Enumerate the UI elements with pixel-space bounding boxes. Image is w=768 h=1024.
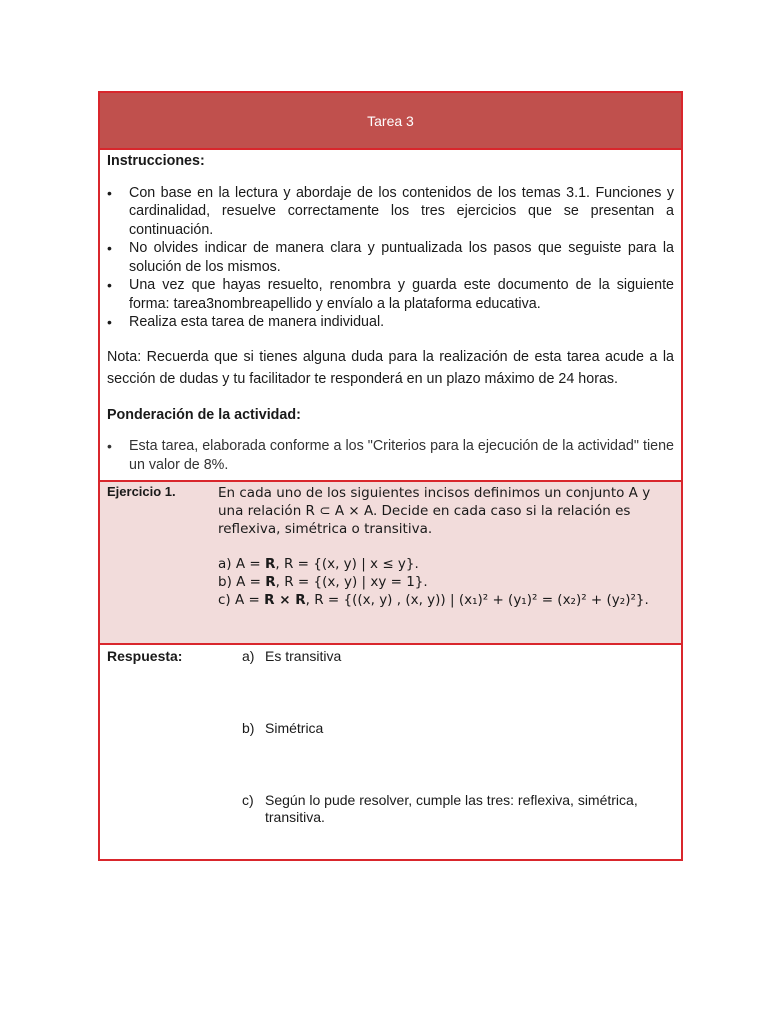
list-item: • No olvides indicar de manera clara y puntualizada los pasos que seguiste para la solución de los mismos. (107, 239, 674, 276)
list-item: • Realiza esta tarea de manera individual. (107, 313, 674, 332)
instructions-list (107, 184, 674, 332)
answer-item-c: c) Según lo pude resolver, cumple las tres: reflexiva, simétrica, transitiva. (242, 792, 638, 825)
answer-item-a: a) Es transitiva (242, 648, 342, 664)
list-item: • Esta tarea, elaborada conforme a los "Criterios para la ejecución de la actividad" tiene un valor de 8%. (107, 437, 674, 474)
ponderacion-heading: Ponderación de la actividad: (107, 406, 301, 423)
instructions-section (100, 150, 681, 482)
list-item: • Una vez que hayas resuelto, renombra y guarda este documento de la siguiente forma: tarea3nombreapellido y envíalo a la plataforma educativa. (107, 276, 674, 313)
note-text: Nota: Recuerda que si tienes alguna duda para la realización de esta tarea acude a la sección de dudas y tu facilitador te responderá en un plazo máximo de 24 horas. (107, 348, 674, 387)
exercise-row (100, 482, 681, 645)
exercise-item-c: c) A = R × R, R = {((x, y) , (x, y)) | (x₁)² + (y₁)² = (x₂)² + (y₂)²}. (218, 592, 649, 608)
list-item: • Con base en la lectura y abordaje de los contenidos de los temas 3.1. Funciones y cardinalidad, resuelve correctamente los tres ejercicios que se presentan a continuación. (107, 184, 674, 240)
exercise-item-a: a) A = R, R = {(x, y) | x ≤ y}. (218, 556, 419, 572)
exercise-statement: En cada uno de los siguientes incisos definimos un conjunto A y una relación R ⊂ A × A. Decide en cada caso si la relación es reflexiva, simétrica o transitiva. (218, 485, 651, 537)
answer-row (100, 645, 681, 859)
ponderacion-list (107, 437, 674, 474)
exercise-body (218, 484, 678, 609)
title-row (100, 93, 681, 150)
answer-label: Respuesta: (107, 648, 183, 664)
answer-item-b: b) Simétrica (242, 720, 324, 736)
exercise-items (218, 555, 678, 609)
instructions-heading: Instrucciones: (107, 153, 205, 169)
page-title: Tarea 3 (367, 112, 414, 129)
exercise-item-b: b) A = R, R = {(x, y) | xy = 1}. (218, 574, 428, 590)
exercise-label: Ejercicio 1. (107, 484, 176, 499)
assignment-table (98, 91, 683, 861)
